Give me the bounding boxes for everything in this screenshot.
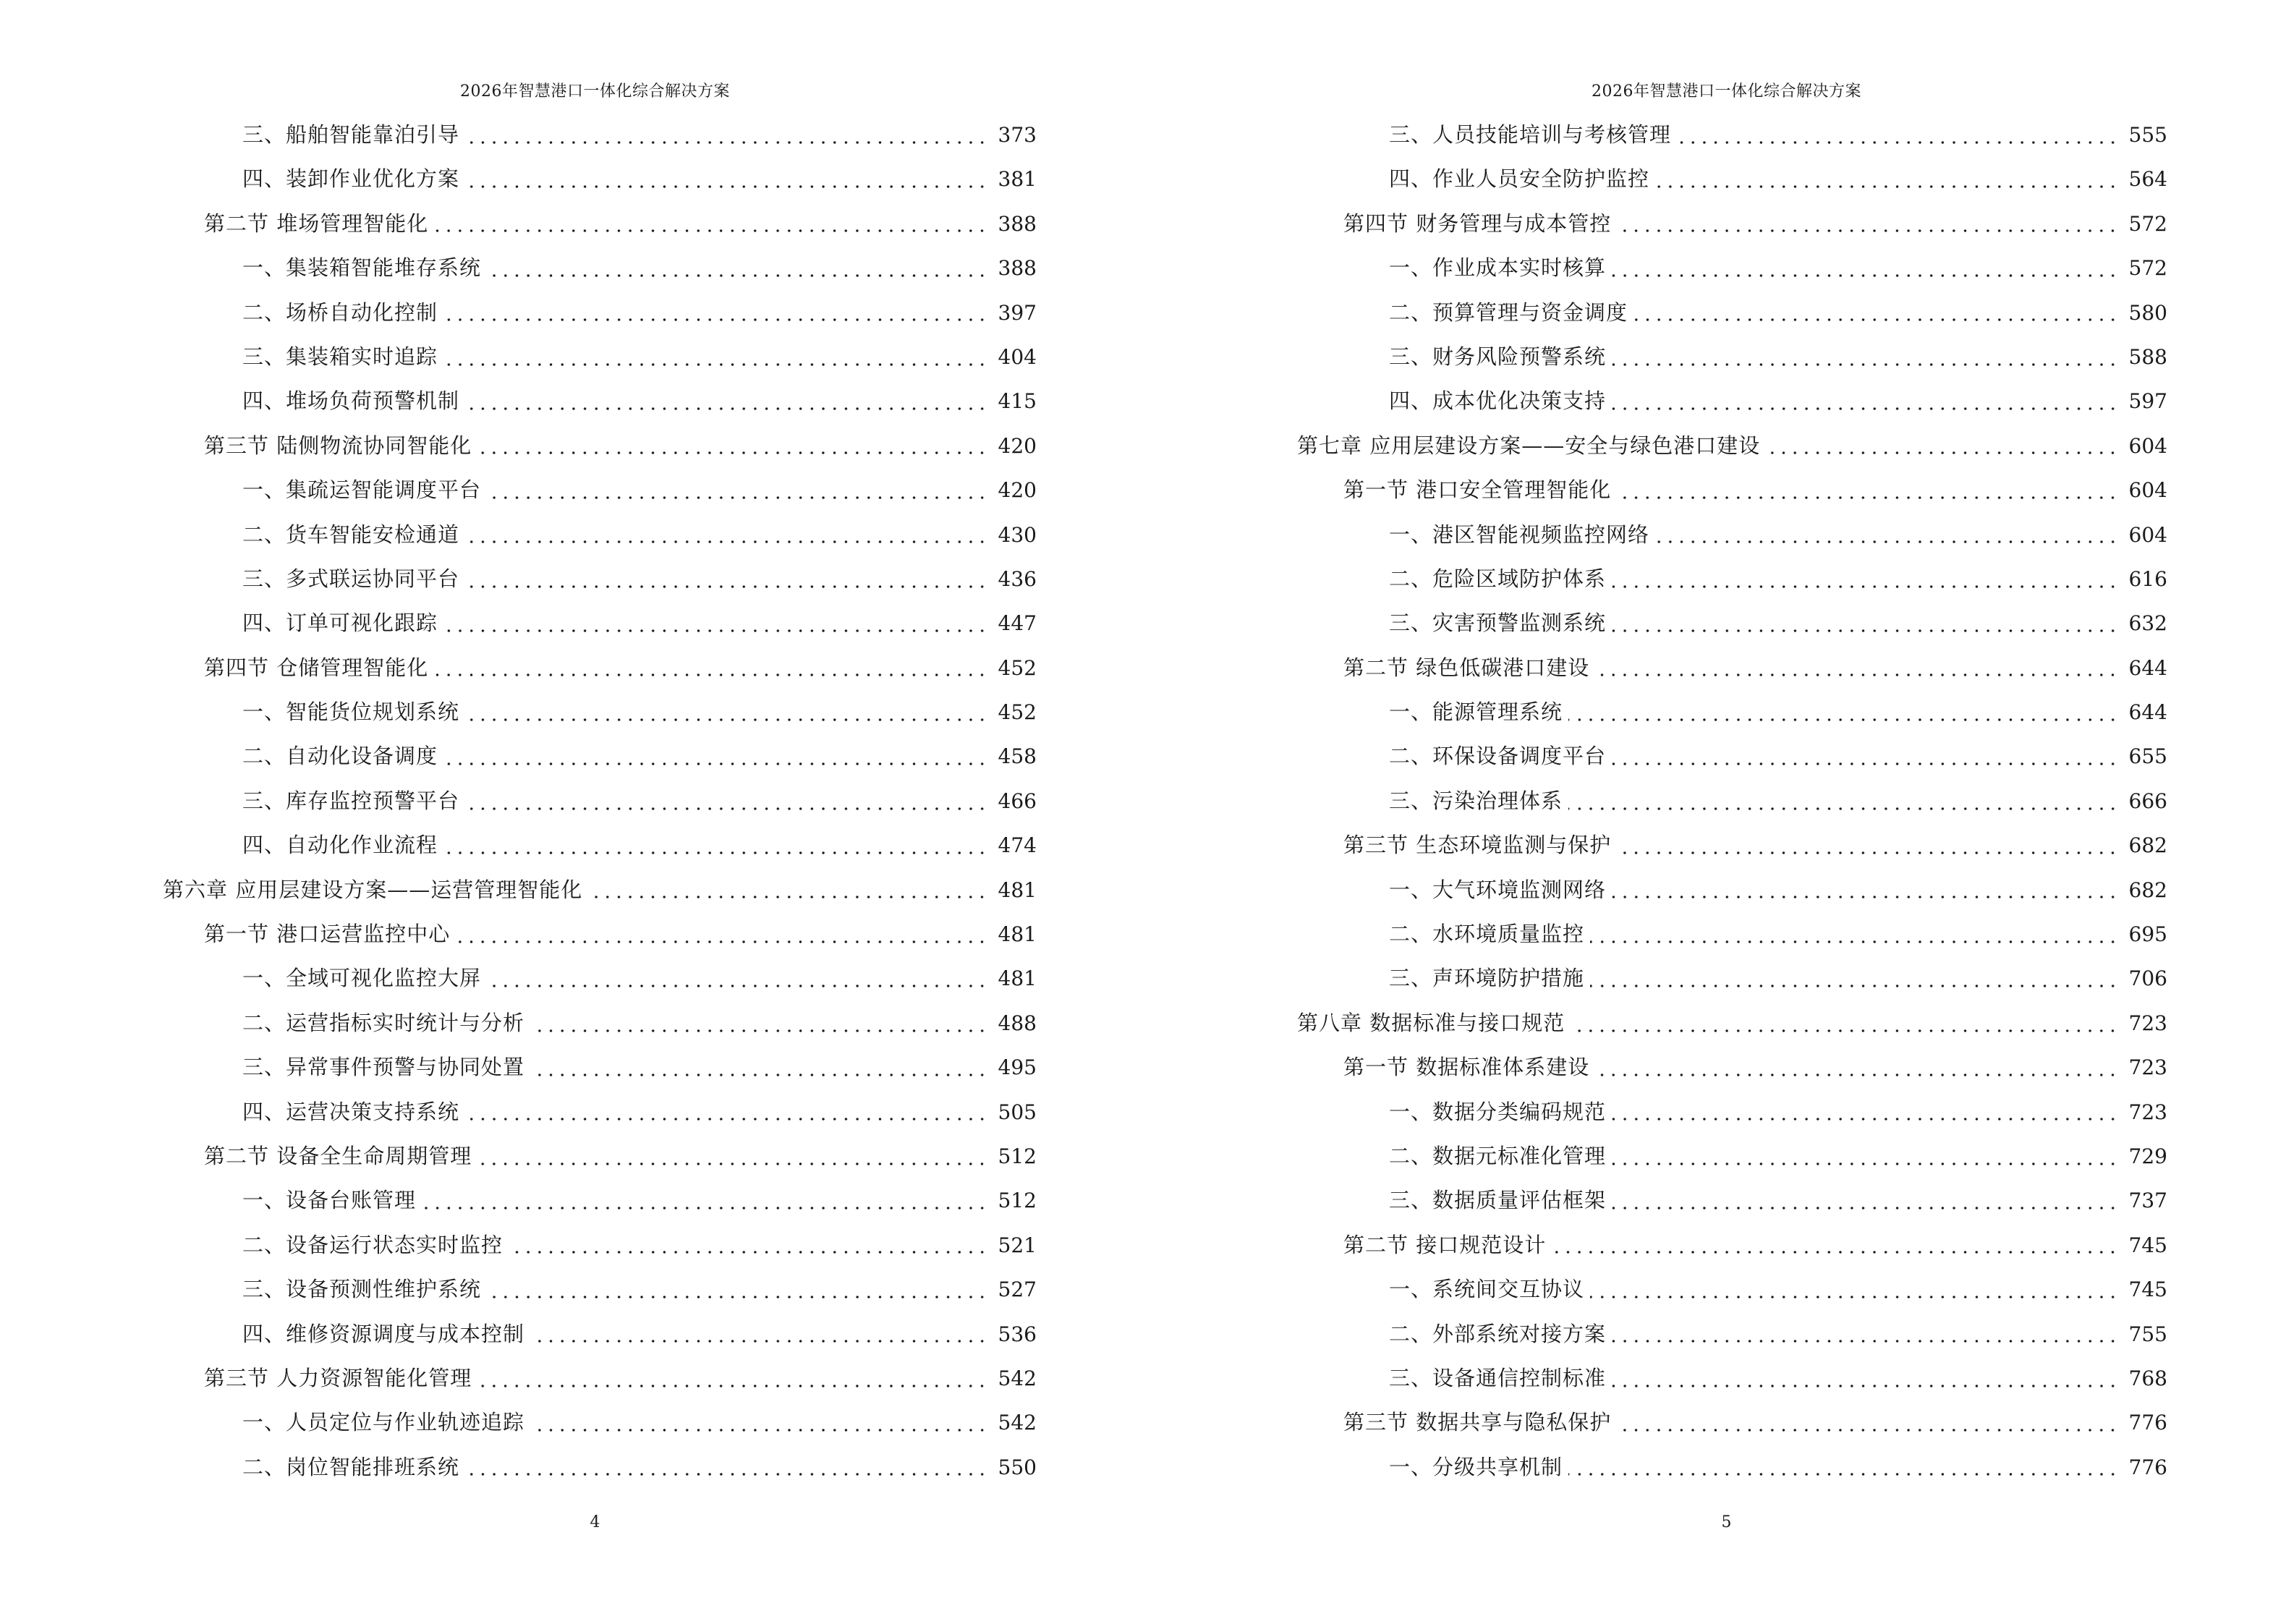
toc-entry-subsection[interactable] [163,291,1037,335]
toc-entry-subsection[interactable] [163,1001,1037,1045]
toc-entry-title: 二、货车智能安检通道 [242,522,460,547]
toc-entry-page-number: 458 [998,744,1037,769]
toc-entry-subsection[interactable] [163,1400,1037,1445]
toc-entry-title: 二、运营指标实时统计与分析 [242,1010,525,1035]
toc-entry-page-number: 616 [2128,566,2167,591]
toc-entry-page-number: 682 [2128,833,2167,858]
toc-entry-page-number: 527 [998,1277,1037,1302]
toc-entry-title: 三、财务风险预警系统 [1389,344,1607,369]
dot-leader [443,363,988,366]
toc-entry-title: 三、数据质量评估框架 [1389,1188,1607,1213]
running-header: 2026年智慧港口一体化综合解决方案 [1592,82,1861,101]
page-number-footer: 5 [1721,1513,1732,1531]
toc-entry-title: 四、成本优化决策支持 [1389,388,1607,414]
toc-entry-subsection[interactable] [1297,868,2167,912]
toc-entry-title: 一、数据分类编码规范 [1389,1099,1607,1124]
toc-entry-title: 一、分级共享机制 [1389,1454,1563,1479]
toc-entry-page-number: 776 [2128,1411,2167,1435]
toc-entry-page-number: 420 [998,478,1037,503]
toc-entry-subsection[interactable] [1297,1312,2167,1356]
toc-entry-title: 第二节 设备全生命周期管理 [204,1143,472,1168]
toc-entry-page-number: 755 [2128,1322,2167,1346]
dot-leader [465,185,988,188]
toc-entry-subsection[interactable] [163,1267,1037,1311]
table-of-contents [163,113,1037,1489]
toc-entry-title: 三、设备预测性维护系统 [242,1277,482,1302]
toc-entry-subsection[interactable] [1297,690,2167,734]
dot-leader [1612,1207,2119,1210]
toc-entry-title: 第二节 绿色低碳港口建设 [1343,655,1590,680]
toc-entry-title: 三、库存监控预警平台 [242,788,460,813]
toc-entry-subsection[interactable] [1297,1090,2167,1134]
toc-entry-page-number: 505 [998,1100,1037,1124]
dot-leader [1595,1074,2118,1076]
dot-leader [443,318,988,321]
dot-leader [465,1473,988,1476]
toc-entry-page-number: 564 [2128,167,2167,192]
dot-leader [487,496,988,499]
dot-leader [1612,762,2119,765]
dot-leader [530,1340,988,1343]
toc-entry-page-number: 466 [998,788,1037,813]
toc-entry-title: 三、人员技能培训与考核管理 [1389,122,1672,147]
dot-leader [1571,1029,2118,1032]
dot-leader [1677,141,2119,144]
toc-entry-page-number: 723 [2128,1100,2167,1124]
toc-entry-page-number: 737 [2128,1189,2167,1213]
running-header: 2026年智慧港口一体化综合解决方案 [460,82,730,101]
toc-entry-page-number: 723 [2128,1055,2167,1080]
toc-entry-subsection[interactable] [163,246,1037,290]
toc-entry-title: 四、维修资源调度与成本控制 [242,1321,525,1346]
toc-entry-title: 第一节 数据标准体系建设 [1343,1055,1590,1080]
dot-leader [456,940,987,943]
toc-entry-subsection[interactable] [1297,513,2167,557]
toc-entry-title: 四、堆场负荷预警机制 [242,388,460,414]
toc-entry-title: 二、自动化设备调度 [242,744,438,769]
toc-entry-subsection[interactable] [1297,1178,2167,1223]
toc-entry-title: 四、订单可视化跟踪 [242,611,438,636]
dot-leader [509,1251,988,1254]
toc-entry-page-number: 644 [2128,655,2167,680]
toc-entry-page-number: 536 [998,1322,1037,1346]
toc-entry-title: 三、异常事件预警与协同处置 [242,1055,525,1080]
dot-leader [1655,185,2119,188]
toc-entry-page-number: 768 [2128,1366,2167,1390]
toc-entry-subsection[interactable] [163,557,1037,601]
toc-entry-page-number: 572 [2128,256,2167,281]
toc-entry-title: 一、作业成本实时核算 [1389,255,1607,281]
toc-entry-page-number: 604 [2128,433,2167,458]
dot-leader [1612,274,2119,277]
toc-entry-subsection[interactable] [163,113,1037,157]
dot-leader [465,540,988,543]
toc-entry-title: 一、集装箱智能堆存系统 [242,255,482,281]
toc-entry-subsection[interactable] [163,1178,1037,1223]
dot-leader [465,141,988,144]
toc-entry-title: 四、装卸作业优化方案 [242,166,460,192]
toc-entry-title: 一、港区智能视频监控网络 [1389,522,1650,547]
toc-entry-page-number: 745 [2128,1233,2167,1257]
toc-entry-subsection[interactable] [163,823,1037,867]
toc-entry-title: 三、污染治理体系 [1389,788,1563,813]
toc-entry-page-number: 404 [998,344,1037,369]
dot-leader [1552,1251,2118,1254]
toc-entry-subsection[interactable] [163,468,1037,512]
toc-entry-page-number: 776 [2128,1455,2167,1479]
toc-entry-subsection[interactable] [1297,601,2167,645]
toc-entry-page-number: 666 [2128,788,2167,813]
dot-leader [434,673,987,676]
toc-entry-page-number: 644 [2128,700,2167,725]
dot-leader [1568,807,2119,810]
toc-entry-page-number: 388 [998,256,1037,281]
dot-leader [1617,1429,2118,1432]
toc-entry-title: 二、数据元标准化管理 [1389,1143,1607,1168]
dot-leader [487,985,988,987]
toc-entry-title: 四、自动化作业流程 [242,833,438,858]
toc-entry-subsection[interactable] [1297,1356,2167,1400]
toc-entry-page-number: 729 [2128,1144,2167,1168]
dot-leader [1568,1473,2119,1476]
toc-entry-subsection[interactable] [163,1223,1037,1267]
toc-entry-title: 二、水环境质量监控 [1389,922,1585,947]
dot-leader [1590,1296,2119,1298]
toc-entry-title: 三、多式联运协同平台 [242,566,460,591]
dot-leader [1766,451,2118,454]
toc-entry-title: 一、人员定位与作业轨迹追踪 [242,1410,525,1435]
toc-entry-subsection[interactable] [1297,291,2167,335]
toc-entry-title: 四、运营决策支持系统 [242,1099,460,1124]
toc-entry-title: 一、系统间交互协议 [1389,1277,1585,1302]
toc-entry-page-number: 512 [998,1144,1037,1168]
toc-entry-subsection[interactable] [163,956,1037,1000]
dot-leader [487,274,988,277]
toc-entry-page-number: 745 [2128,1277,2167,1302]
toc-entry-page-number: 723 [2128,1011,2167,1035]
toc-entry-page-number: 447 [998,611,1037,636]
toc-entry-title: 二、外部系统对接方案 [1389,1321,1607,1346]
dot-leader [1612,1162,2119,1165]
toc-entry-page-number: 415 [998,389,1037,414]
dot-leader [1590,985,2119,987]
dot-leader [465,407,988,410]
toc-entry-subsection[interactable] [163,690,1037,734]
dot-leader [477,1162,987,1165]
dot-leader [477,451,987,454]
toc-entry-subsection[interactable] [1297,157,2167,201]
dot-leader [465,585,988,588]
toc-entry-subsection[interactable] [1297,779,2167,823]
dot-leader [1568,718,2119,721]
toc-entry-page-number: 542 [998,1411,1037,1435]
left-page [163,0,1037,1624]
toc-entry-page-number: 481 [998,922,1037,947]
toc-entry-page-number: 695 [2128,922,2167,947]
dot-leader [1617,851,2118,854]
toc-entry-subsection[interactable] [1297,956,2167,1000]
toc-entry-title: 二、预算管理与资金调度 [1389,299,1628,325]
toc-entry-title: 一、设备台账管理 [242,1188,417,1213]
toc-entry-title: 第三节 数据共享与隐私保护 [1343,1410,1612,1435]
dot-leader [443,851,988,854]
toc-entry-page-number: 388 [998,211,1037,236]
toc-entry-page-number: 682 [2128,877,2167,902]
toc-entry-page-number: 481 [998,877,1037,902]
page-number-footer: 4 [590,1513,600,1531]
toc-entry-section[interactable] [1297,646,2167,690]
dot-leader [422,1207,988,1210]
dot-leader [1612,1385,2119,1387]
dot-leader [443,629,988,632]
toc-entry-title: 三、集装箱实时追踪 [242,344,438,369]
toc-entry-subsection[interactable] [163,513,1037,557]
dot-leader [530,1029,988,1032]
toc-entry-title: 四、作业人员安全防护监控 [1389,166,1650,192]
toc-entry-title: 第二节 接口规范设计 [1343,1232,1547,1257]
toc-entry-page-number: 436 [998,566,1037,591]
toc-entry-page-number: 381 [998,167,1037,192]
toc-entry-title: 第二节 堆场管理智能化 [204,211,429,236]
toc-entry-title: 第四节 仓储管理智能化 [204,655,429,680]
toc-entry-section[interactable] [163,646,1037,690]
toc-entry-page-number: 373 [998,123,1037,147]
dot-leader [1612,363,2119,366]
toc-entry-page-number: 655 [2128,744,2167,769]
toc-entry-subsection[interactable] [163,601,1037,645]
toc-entry-subsection[interactable] [163,157,1037,201]
toc-entry-subsection[interactable] [163,779,1037,823]
toc-entry-section[interactable] [163,912,1037,956]
toc-entry-title: 一、能源管理系统 [1389,700,1563,725]
toc-entry-subsection[interactable] [163,734,1037,778]
toc-entry-page-number: 632 [2128,611,2167,636]
toc-entry-subsection[interactable] [163,1312,1037,1356]
toc-entry-subsection[interactable] [1297,1267,2167,1311]
dot-leader [530,1429,988,1432]
dot-leader [530,1074,988,1076]
dot-leader [465,1118,988,1121]
right-page [1297,0,2167,1624]
dot-leader [1617,229,2118,232]
toc-entry-subsection[interactable] [1297,246,2167,290]
toc-entry-page-number: 604 [2128,478,2167,503]
dot-leader [1590,940,2119,943]
toc-entry-page-number: 588 [2128,344,2167,369]
toc-entry-page-number: 521 [998,1233,1037,1257]
toc-entry-page-number: 542 [998,1366,1037,1390]
dot-leader [1655,540,2119,543]
toc-entry-subsection[interactable] [163,335,1037,379]
toc-entry-title: 三、船舶智能靠泊引导 [242,122,460,147]
toc-entry-section[interactable] [163,1356,1037,1400]
toc-entry-page-number: 495 [998,1055,1037,1080]
toc-entry-subsection[interactable] [163,1445,1037,1489]
toc-entry-title: 第四节 财务管理与成本管控 [1343,211,1612,236]
toc-entry-title: 三、声环境防护措施 [1389,966,1585,991]
toc-entry-title: 二、危险区域防护体系 [1389,566,1607,591]
toc-entry-title: 一、全域可视化监控大屏 [242,966,482,991]
toc-entry-subsection[interactable] [163,379,1037,423]
toc-entry-page-number: 452 [998,700,1037,725]
toc-entry-section[interactable] [1297,202,2167,246]
toc-entry-title: 一、大气环境监测网络 [1389,877,1607,902]
toc-entry-title: 三、灾害预警监测系统 [1389,611,1607,636]
toc-entry-section[interactable] [1297,823,2167,867]
toc-entry-title: 第六章 应用层建设方案——运营管理智能化 [163,877,583,902]
toc-entry-title: 一、智能货位规划系统 [242,700,460,725]
toc-entry-subsection[interactable] [163,1045,1037,1089]
toc-entry-chapter[interactable] [1297,424,2167,468]
dot-leader [1633,318,2119,321]
toc-entry-section[interactable] [1297,1400,2167,1445]
toc-entry-subsection[interactable] [1297,1445,2167,1489]
toc-entry-title: 第八章 数据标准与接口规范 [1297,1010,1565,1035]
dot-leader [434,229,987,232]
toc-entry-page-number: 420 [998,433,1037,458]
dot-leader [1617,496,2118,499]
toc-entry-section[interactable] [163,424,1037,468]
toc-entry-page-number: 706 [2128,966,2167,991]
dot-leader [1612,1340,2119,1343]
dot-leader [443,762,988,765]
dot-leader [1612,896,2119,898]
toc-entry-page-number: 474 [998,833,1037,858]
toc-entry-page-number: 580 [2128,300,2167,325]
toc-entry-section[interactable] [1297,468,2167,512]
toc-entry-section[interactable] [163,202,1037,246]
toc-entry-chapter[interactable] [163,868,1037,912]
toc-entry-page-number: 597 [2128,389,2167,414]
toc-entry-subsection[interactable] [1297,113,2167,157]
toc-entry-page-number: 430 [998,522,1037,547]
toc-entry-page-number: 572 [2128,211,2167,236]
dot-leader [1612,407,2119,410]
toc-entry-section[interactable] [1297,1045,2167,1089]
toc-entry-title: 一、集疏运智能调度平台 [242,477,482,503]
toc-entry-section[interactable] [1297,1223,2167,1267]
dot-leader [477,1385,987,1387]
toc-entry-page-number: 550 [998,1455,1037,1479]
toc-entry-title: 第一节 港口运营监控中心 [204,922,451,947]
toc-entry-subsection[interactable] [1297,335,2167,379]
toc-entry-section[interactable] [163,1134,1037,1178]
toc-entry-title: 二、环保设备调度平台 [1389,744,1607,769]
toc-entry-chapter[interactable] [1297,1001,2167,1045]
toc-entry-subsection[interactable] [1297,379,2167,423]
toc-entry-title: 三、设备通信控制标准 [1389,1365,1607,1390]
dot-leader [1612,585,2119,588]
toc-entry-page-number: 481 [998,966,1037,991]
toc-entry-title: 第三节 陆侧物流协同智能化 [204,433,472,458]
toc-entry-title: 二、设备运行状态实时监控 [242,1232,503,1257]
toc-entry-page-number: 512 [998,1189,1037,1213]
toc-entry-subsection[interactable] [1297,1134,2167,1178]
toc-entry-page-number: 397 [998,300,1037,325]
toc-entry-title: 第三节 人力资源智能化管理 [204,1365,472,1390]
toc-entry-title: 第一节 港口安全管理智能化 [1343,477,1612,503]
toc-entry-title: 二、岗位智能排班系统 [242,1454,460,1479]
dot-leader [465,807,988,810]
dot-leader [1612,629,2119,632]
toc-entry-subsection[interactable] [1297,557,2167,601]
table-of-contents [1297,113,2167,1489]
toc-entry-page-number: 452 [998,655,1037,680]
toc-entry-subsection[interactable] [163,1090,1037,1134]
dot-leader [465,718,988,721]
dot-leader [588,896,987,898]
dot-leader [1612,1118,2119,1121]
toc-entry-title: 第七章 应用层建设方案——安全与绿色港口建设 [1297,433,1761,458]
toc-entry-subsection[interactable] [1297,734,2167,778]
toc-entry-title: 二、场桥自动化控制 [242,299,438,325]
dot-leader [487,1296,988,1298]
toc-entry-title: 第三节 生态环境监测与保护 [1343,833,1612,858]
toc-entry-page-number: 555 [2128,123,2167,147]
toc-entry-page-number: 488 [998,1011,1037,1035]
toc-entry-page-number: 604 [2128,522,2167,547]
toc-entry-subsection[interactable] [1297,912,2167,956]
dot-leader [1595,673,2118,676]
